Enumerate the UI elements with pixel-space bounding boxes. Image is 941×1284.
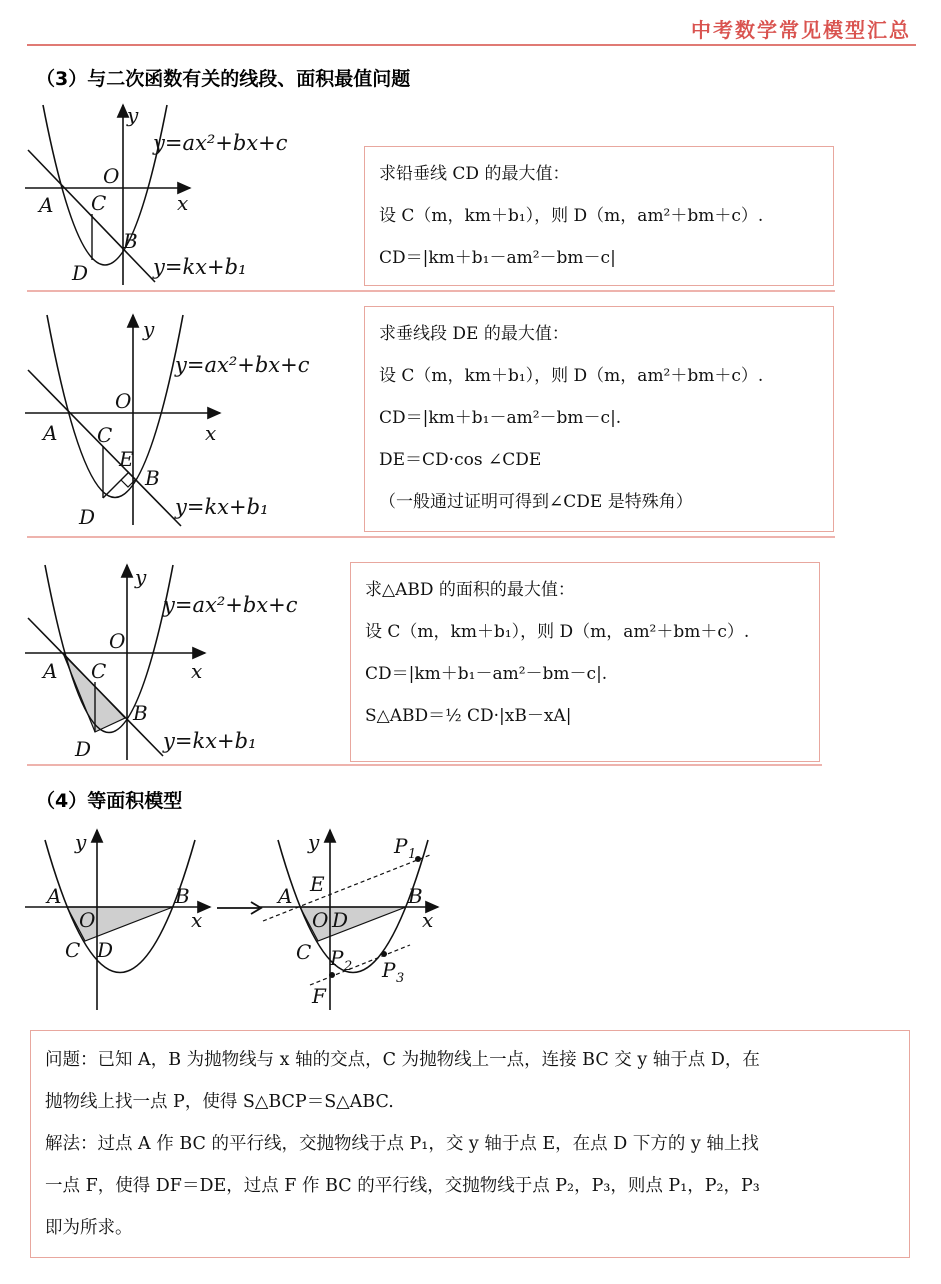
parabola-label: y=ax²+bx+c <box>153 131 288 155</box>
label-p2: P <box>330 946 344 970</box>
label-c: C <box>91 191 107 215</box>
point-p3 <box>381 951 387 957</box>
label-o: O <box>312 908 329 932</box>
line-label: y=kx+b₁ <box>153 255 247 279</box>
header-title: 中考数学常见模型汇总 <box>691 18 911 42</box>
label-p1: P <box>394 834 408 858</box>
straight-line <box>28 370 181 526</box>
label-o: O <box>115 389 132 413</box>
label-a: A <box>43 421 58 445</box>
label-d: D <box>72 261 89 285</box>
label-p3-sub: 3 <box>396 971 405 986</box>
case-2-line-3: CD＝|km＋b₁－am²－bm－c|. <box>379 408 622 428</box>
label-e: E <box>310 872 325 896</box>
label-b: B <box>175 884 190 908</box>
separator-3 <box>27 764 822 766</box>
label-x: x <box>205 421 217 445</box>
separator-1 <box>27 290 835 292</box>
label-a: A <box>47 884 62 908</box>
case-1-line-3: CD＝|km＋b₁－am²－bm－c| <box>379 248 616 268</box>
label-y: y <box>143 317 155 341</box>
label-y: y <box>127 103 139 127</box>
figure-vertical-segment <box>25 100 345 290</box>
solution-line-2: 一点 F，使得 DF＝DE，过点 F 作 BC 的平行线，交抛物线于点 P₂，P₃，则点 P₁，P₂，P₃ <box>45 1176 760 1196</box>
label-d: D <box>75 737 92 761</box>
case-3-line-1: 求△ABD 的面积的最大值： <box>365 580 575 600</box>
case-3-line-2: 设 C（m，km＋b₁），则 D（m，am²＋bm＋c）. <box>365 622 750 642</box>
parabola-label: y=ax²+bx+c <box>175 353 310 377</box>
label-a: A <box>278 884 293 908</box>
problem-line-2: 抛物线上找一点 P，使得 S△BCP＝S△ABC. <box>45 1092 394 1112</box>
label-c: C <box>65 938 81 962</box>
label-o: O <box>109 629 126 653</box>
label-p2-sub: 2 <box>344 959 353 974</box>
label-y: y <box>135 565 147 589</box>
label-y: y <box>75 830 87 854</box>
case-2-line-2: 设 C（m，km＋b₁），则 D（m，am²＋bm＋c）. <box>379 366 764 386</box>
label-d: D <box>332 908 349 932</box>
solution-line-3: 即为所求。 <box>45 1218 133 1238</box>
section-4-title: （4）等面积模型 <box>36 790 183 812</box>
problem-box <box>30 1030 910 1258</box>
solution-line-1: 解法：过点 A 作 BC 的平行线，交抛物线于点 P₁，交 y 轴于点 E，在点 D 下方的 y 轴上找 <box>45 1134 759 1154</box>
case-3-line-3: CD＝|km＋b₁－am²－bm－c|. <box>365 664 608 684</box>
label-b: B <box>408 884 423 908</box>
line-label: y=kx+b₁ <box>163 729 257 753</box>
label-o: O <box>103 164 120 188</box>
separator-2 <box>27 536 835 538</box>
point-p2 <box>329 972 335 978</box>
label-p1-sub: 1 <box>408 847 417 862</box>
label-b: B <box>123 229 138 253</box>
label-c: C <box>91 659 107 683</box>
figure-equal-area-solution <box>258 825 458 1015</box>
label-x: x <box>191 908 203 932</box>
case-2-box <box>364 306 834 532</box>
header-divider <box>27 44 916 46</box>
case-3-box <box>350 562 820 762</box>
problem-line-1: 问题：已知 A，B 为抛物线与 x 轴的交点，C 为抛物线上一点，连接 BC 交 y 轴于点 D，在 <box>45 1050 760 1070</box>
label-p3: P <box>382 958 396 982</box>
figure-perpendicular-segment <box>25 310 355 530</box>
label-x: x <box>177 191 189 215</box>
figure-triangle-area <box>25 560 345 765</box>
label-c: C <box>296 940 312 964</box>
line-label: y=kx+b₁ <box>175 495 269 519</box>
label-x: x <box>191 659 203 683</box>
case-1-box <box>364 146 834 286</box>
label-y: y <box>308 830 320 854</box>
label-b: B <box>133 701 148 725</box>
label-o: O <box>79 908 96 932</box>
case-2-line-1: 求垂线段 DE 的最大值： <box>379 324 569 344</box>
case-1-line-2: 设 C（m，km＋b₁），则 D（m，am²＋bm＋c）. <box>379 206 764 226</box>
case-1-line-1: 求铅垂线 CD 的最大值： <box>379 164 570 184</box>
label-d: D <box>79 505 96 529</box>
case-2-line-5: （一般通过证明可得到∠CDE 是特殊角） <box>379 492 693 512</box>
label-d: D <box>97 938 114 962</box>
section-3-title: （3）与二次函数有关的线段、面积最值问题 <box>36 68 411 90</box>
label-x: x <box>422 908 434 932</box>
label-b: B <box>145 466 160 490</box>
label-e: E <box>119 447 134 471</box>
case-3-line-4: S△ABD＝½ CD·|xB－xA| <box>365 706 572 726</box>
label-c: C <box>97 423 113 447</box>
label-a: A <box>39 193 54 217</box>
parabola-label: y=ax²+bx+c <box>163 593 298 617</box>
label-f: F <box>312 984 326 1008</box>
label-a: A <box>43 659 58 683</box>
figure-equal-area-original <box>25 825 225 1015</box>
case-2-line-4: DE＝CD·cos ∠CDE <box>379 450 542 470</box>
